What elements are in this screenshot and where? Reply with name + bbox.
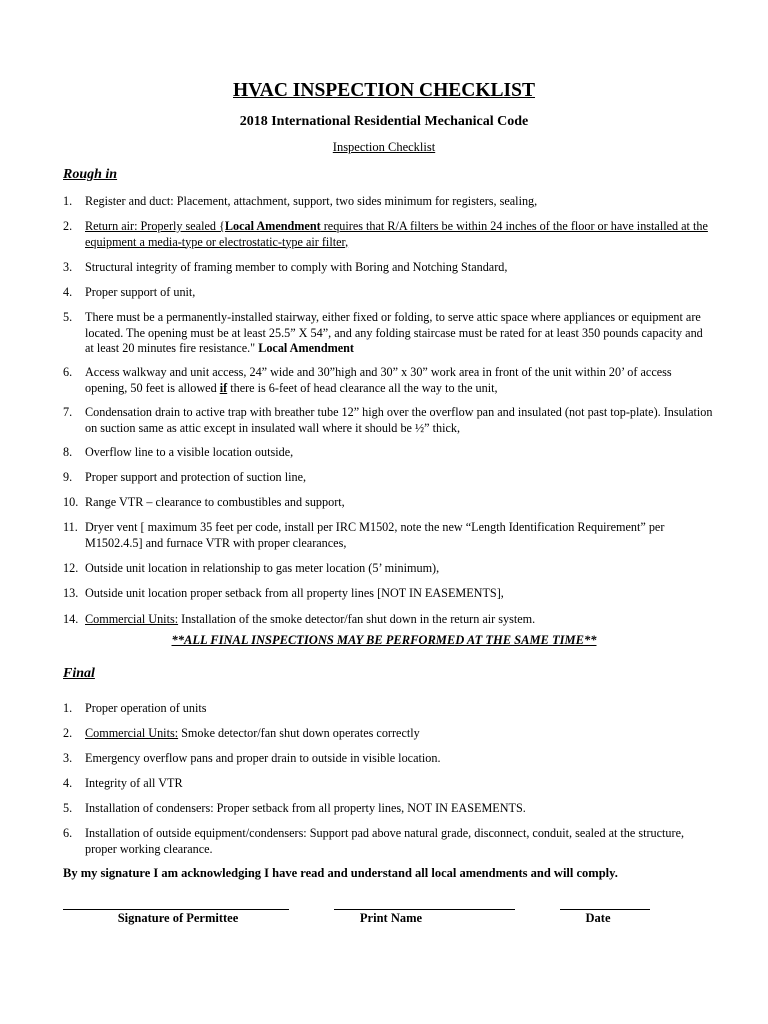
item-text: Proper support and protection of suction line, [85,470,307,484]
date-label: Date [585,911,611,925]
page-title: HVAC INSPECTION CHECKLIST [233,80,535,101]
local-amendment-label: Local Amendment [258,341,354,355]
checklist-subtitle: Inspection Checklist [332,140,436,154]
item-text: Outside unit location in relationship to gas meter location (5’ minimum), [85,561,440,575]
item-text [85,726,713,742]
item-number: 2. [63,219,73,233]
item-number: 4. [63,285,73,299]
item-text-post: there is 6-feet of head clearance all the way to the unit, [227,380,498,395]
commercial-units-label: Commercial Units: [85,612,179,626]
item-text: Proper support of unit, [85,285,196,299]
acknowledgement-statement: By my signature I am acknowledging I have read and understand all local amendments and will comply. [63,866,618,880]
rough-in-heading: Rough in [63,167,118,182]
item-text [85,365,713,396]
item-text: Structural integrity of framing member to comply with Boring and Notching Standard, [85,260,508,274]
item-text [85,310,713,357]
final-heading: Final [63,666,95,681]
item-text-pre: Access walkway and unit access, 24” wide and 30”high and 30” x 30” work area in front of the unit within 20’ of access opening, 50 feet is allowed [85,365,672,395]
item-number: 3. [63,751,73,765]
local-amendment-label: Local Amendment [224,219,321,233]
item-number: 7. [63,405,73,419]
item-number: 13. [63,586,79,600]
print-name-label: Print Name [359,911,423,925]
item-text: Dryer vent [ maximum 35 feet per code, install per IRC M1502, note the new “Length Identification Requirement” per M1502.4.5] and furnace VTR with proper clearances, [85,520,665,550]
item-text-main: Installation of the smoke detector/fan shut down in the return air system. [178,612,536,626]
item-text: Proper operation of units [85,701,207,715]
item-text-main: Smoke detector/fan shut down operates correctly [178,726,420,740]
final-inspections-note: **ALL FINAL INSPECTIONS MAY BE PERFORMED AT THE SAME TIME** [171,633,597,647]
item-text: Register and duct: Placement, attachment, support, two sides minimum for registers, sealing, [85,194,538,208]
item-text: Installation of condensers: Proper setback from all property lines, NOT IN EASEMENTS. [85,801,526,815]
code-subtitle: 2018 International Residential Mechanical Code [239,114,529,129]
item-number: 4. [63,776,73,790]
print-name-line[interactable] [334,909,515,910]
item-text: Integrity of all VTR [85,776,183,790]
signature-permittee-label: Signature of Permittee [117,911,239,925]
item-number: 5. [63,801,73,815]
item-number: 9. [63,470,73,484]
item-text [85,219,713,250]
item-text [85,612,713,628]
item-number: 2. [63,726,73,740]
item-number: 6. [63,365,73,379]
item-text: Range VTR – clearance to combustibles and support, [85,495,345,509]
item-number: 6. [63,826,73,840]
item-number: 3. [63,260,73,274]
item-number: 8. [63,445,73,459]
item-number: 5. [63,310,73,324]
item-text: Overflow line to a visible location outside, [85,445,294,459]
item-number: 12. [63,561,79,575]
item-text: Installation of outside equipment/condensers: Support pad above natural grade, disconnect, conduit, sealed at the structure, proper working clearance. [85,826,685,856]
item-text-main: There must be a permanently-installed stairway, either fixed or folding, to serve attic space where appliances or equipment are located. The opening must be at least 25.5” X 54”, and any folding staircase must be rated for at least 350 pounds capacity and at least 20 minutes fire resistance." [85,310,703,355]
signature-permittee-line[interactable] [63,909,289,910]
item-text: Emergency overflow pans and proper drain to outside in visible location. [85,751,441,765]
item-text: Outside unit location proper setback from all property lines [NOT IN EASEMENTS], [85,586,504,600]
item-number: 1. [63,701,73,715]
item-text-pre: Return air: Properly sealed { [85,219,225,233]
item-text: Condensation drain to active trap with breather tube 12” high over the overflow pan and insulated (not past top-plate). Insulation on suction same as attic except in insulated wall where it should be ½” thick, [85,405,713,435]
item-text-post: requires that R/A filters be within 24 inches of the floor or have installed at the equipment a media-type or electrostatic-type air filter, [85,219,708,249]
item-text-emphasis: if [219,380,228,395]
item-number: 11. [63,520,78,534]
item-number: 14. [63,612,79,626]
date-line[interactable] [560,909,650,910]
commercial-units-label: Commercial Units: [85,726,179,740]
item-number: 10. [63,495,79,509]
item-number: 1. [63,194,73,208]
